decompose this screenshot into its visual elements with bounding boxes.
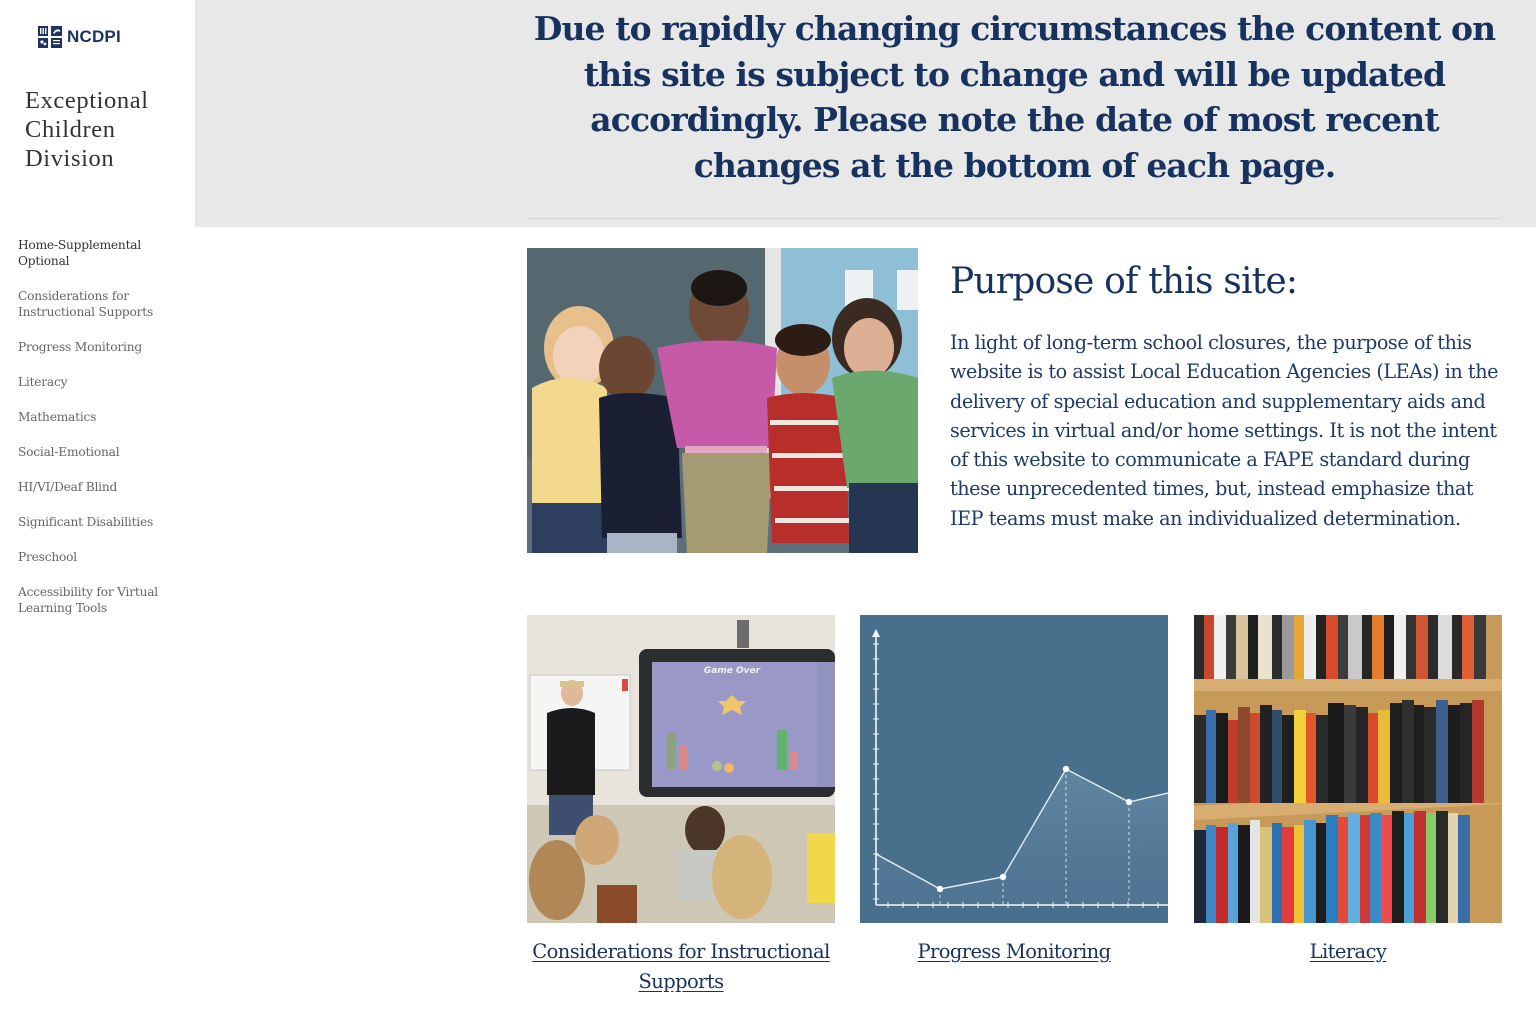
nav-link[interactable]: Mathematics <box>18 410 97 424</box>
line-graph-illustration[interactable] <box>860 615 1168 923</box>
sidebar <box>0 0 195 1026</box>
nav-item-accessibility[interactable] <box>18 584 190 616</box>
ncdpi-emblem-icon <box>38 26 62 48</box>
card-progress-monitoring <box>860 615 1168 967</box>
line-chart-icon <box>860 615 1168 923</box>
svg-text:Game Over: Game Over <box>703 666 761 676</box>
nav-item-home[interactable] <box>18 237 190 269</box>
nav-item-considerations[interactable] <box>18 288 190 320</box>
nav-link[interactable]: Significant Disabilities <box>18 515 154 529</box>
nav-link[interactable]: Home-Supplemental Optional <box>18 238 142 268</box>
site-title: Exceptional Children Division <box>25 87 149 172</box>
nav-item-social-emotional[interactable] <box>18 444 190 460</box>
nav-item-progress-monitoring[interactable] <box>18 339 190 355</box>
notice-banner <box>195 0 1536 227</box>
nav-link[interactable]: Literacy <box>18 375 68 389</box>
classroom-teacher-photo[interactable] <box>527 615 835 923</box>
notice-text: Due to rapidly changing circumstances the content on this site is subject to change and will be updated accordingly. Please note the date of most recent changes at the bottom of each page. <box>533 9 1496 185</box>
nav-link[interactable]: HI/VI/Deaf Blind <box>18 480 118 494</box>
nav-item-literacy[interactable] <box>18 374 190 390</box>
ncdpi-logo[interactable] <box>38 26 121 48</box>
progress-monitoring-link[interactable]: Progress Monitoring <box>917 940 1111 963</box>
bookshelf-illustration <box>1194 615 1502 923</box>
classroom-illustration <box>527 615 835 923</box>
nav-link[interactable]: Progress Monitoring <box>18 340 142 354</box>
nav-item-preschool[interactable] <box>18 549 190 565</box>
purpose-heading: Purpose of this site: <box>950 261 1298 302</box>
card-considerations <box>527 615 835 996</box>
nav-link[interactable]: Preschool <box>18 550 77 564</box>
nav-item-mathematics[interactable] <box>18 409 190 425</box>
children-photo-illustration <box>527 248 918 553</box>
card-literacy <box>1194 615 1502 967</box>
logo-wordmark: NCDPI <box>67 27 121 46</box>
sidebar-nav <box>18 237 190 635</box>
nav-link[interactable]: Social-Emotional <box>18 445 120 459</box>
divider <box>528 218 1500 219</box>
nav-link[interactable]: Accessibility for Virtual Learning Tools <box>18 585 158 615</box>
children-group-photo <box>527 248 918 553</box>
considerations-link[interactable]: Considerations for Instructional Supports <box>532 940 830 993</box>
nav-item-significant-disabilities[interactable] <box>18 514 190 530</box>
nav-link[interactable]: Considerations for Instructional Supports <box>18 289 154 319</box>
nav-item-hi-vi-deaf-blind[interactable] <box>18 479 190 495</box>
literacy-link[interactable]: Literacy <box>1309 940 1387 963</box>
bookshelf-photo[interactable] <box>1194 615 1502 923</box>
purpose-description: In light of long-term school closures, the purpose of this website is to assist Local Education Agencies (LEAs) in the delivery of special education and supplementary aids and services in virtual and/or home settings. It is not the intent of this website to communicate a FAPE standard during these unprecedented times, but, instead emphasize that IEP teams must make an individualized determination. <box>950 331 1499 530</box>
